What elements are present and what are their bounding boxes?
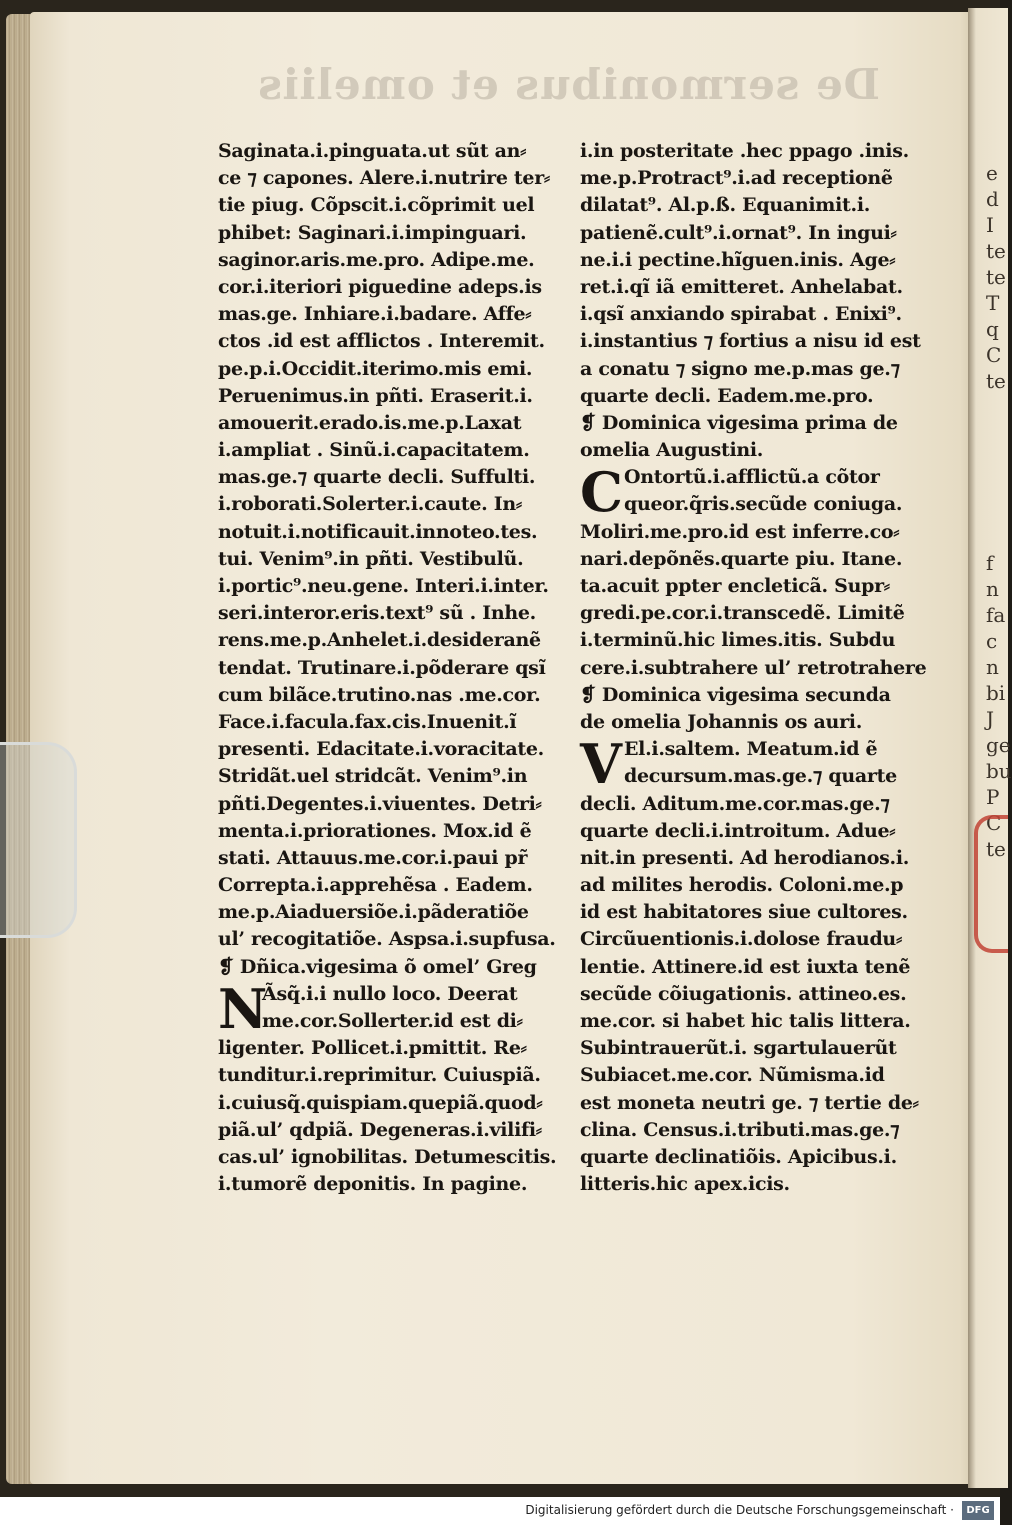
text-line: T	[986, 291, 1000, 315]
dfg-logo: DFG	[962, 1501, 994, 1520]
text-line: presenti. Edacitate.i.voracitate.	[218, 738, 544, 761]
text-line: tendat. Trutinare.i.põderare qsĩ	[218, 656, 546, 679]
text-line: me.p.Aiaduersiõe.i.pãderatiõe	[218, 901, 529, 924]
text-line: te	[986, 369, 1006, 393]
text-line: J	[986, 707, 995, 731]
text-line: El.i.saltem. Meatum.id ẽ	[624, 738, 878, 761]
right-text-column	[580, 138, 927, 1198]
text-line: Circũuentionis.i.dolose fraudu⸗	[580, 928, 902, 951]
text-line: omelia Augustini.	[580, 439, 764, 462]
text-line: i.ampliat . Sinũ.i.capacitatem.	[218, 439, 530, 462]
text-line: seri.interor.eris.text⁹ sũ . Inhe.	[218, 602, 536, 625]
digitization-footer	[0, 1497, 1000, 1525]
text-line: c	[986, 629, 998, 653]
text-line: clina. Census.i.tributi.mas.ge.⁊	[580, 1118, 900, 1141]
text-line	[986, 498, 1006, 524]
text-line: cas.ul’ ignobilitas. Detumescitis.	[218, 1145, 557, 1168]
bleed-through-header: De sermonibus et omeliis	[257, 60, 880, 109]
text-line: Peruenimus.in pñti. Eraserit.i.	[218, 384, 533, 407]
text-line: ta.acuit ppter encleticã. Supr⸗	[580, 575, 890, 597]
text-line: cere.i.subtrahere ul’ retrotrahere	[580, 656, 927, 679]
text-line: ne.i.i pectine.hĩguen.inis. Age⸗	[580, 248, 896, 271]
funding-credit: Digitalisierung gefördert durch die Deutsche Forschungsgemeinschaft ·	[525, 1503, 954, 1517]
decorated-initial-c: C	[580, 460, 623, 525]
text-line: nari.depõnẽs.quarte piu. Itane.	[580, 547, 903, 570]
right-initial-block-1	[580, 460, 920, 525]
right-initial-block-2	[580, 732, 920, 797]
text-line: dilatat⁹. Al.p.ß. Equanimit.i.	[580, 194, 871, 217]
text-line: i.roborati.Solerter.i.caute. In⸗	[218, 493, 522, 516]
text-line: te	[986, 837, 1006, 861]
text-line: queor.q̃ris.secũde coniuga.	[624, 493, 903, 516]
text-line: quarte decli. Eadem.me.pro.	[580, 384, 874, 407]
text-line: f	[986, 551, 994, 575]
right-column-lines-beside-initial-2	[580, 732, 920, 797]
text-line: q	[986, 317, 999, 341]
text-line: Stridãt.uel stridcãt. Venim⁹.in	[218, 765, 528, 788]
text-line: phibet: Saginari.i.impinguari.	[218, 221, 527, 244]
text-line: i.instantius ⁊ fortius a nisu id est	[580, 330, 921, 353]
right-column-lines-3	[580, 791, 920, 1199]
facing-page-rubric	[974, 815, 1008, 953]
text-line: piã.ul’ qdpiã. Degeneras.i.vilifi⸗	[218, 1118, 542, 1141]
text-line: ❡ Dñica.vigesima õ omel’ Greg	[218, 955, 537, 978]
text-line: mas.ge. Inhiare.i.badare. Affe⸗	[218, 303, 532, 326]
text-line: bi	[986, 681, 1006, 705]
text-line: ge	[986, 733, 1011, 757]
text-line: ctos .id est afflictos . Interemit.	[218, 330, 545, 353]
text-line: ligenter. Pollicet.i.pmittit. Re⸗	[218, 1037, 527, 1060]
text-line: ul’ recogitatiõe. Aspsa.i.supfusa.	[218, 928, 556, 951]
text-line: de omelia Johannis os auri.	[580, 710, 863, 733]
left-text-column	[218, 138, 558, 1198]
text-line: i.portic⁹.neu.gene. Interi.i.inter.	[218, 575, 549, 597]
text-line: Ãsq̃.i.i nullo loco. Deerat	[262, 982, 518, 1005]
text-line: ret.i.qĩ iã emitteret. Anhelabat.	[580, 275, 903, 298]
text-line: Face.i.facula.fax.cis.Inuenit.ĩ	[218, 710, 517, 733]
text-line: nit.in presenti. Ad herodianos.i.	[580, 846, 910, 869]
text-line: quarte declinatiõis. Apicibus.i.	[580, 1145, 897, 1168]
text-line: decli. Aditum.me.cor.mas.ge.⁊	[580, 792, 890, 815]
decorated-initial-v: V	[580, 732, 622, 797]
text-line: Subiacet.me.cor. Nũmisma.id	[580, 1064, 885, 1087]
text-line: me.cor. si habet hic talis littera.	[580, 1010, 911, 1032]
text-line: tui. Venim⁹.in pñti. Vestibulũ.	[218, 547, 524, 570]
text-line: amouerit.erado.is.me.p.Laxat	[218, 411, 522, 434]
text-line	[986, 394, 1006, 420]
text-line: menta.i.priorationes. Mox.id ẽ	[218, 819, 532, 842]
text-line: fa	[986, 603, 1006, 627]
text-line: P	[986, 785, 1000, 809]
text-line	[986, 446, 1006, 472]
text-line: pñti.Degentes.i.viuentes. Detri⸗	[218, 792, 542, 815]
text-line: Moliri.me.pro.id est inferre.co⸗	[580, 520, 900, 543]
text-line: te	[986, 265, 1006, 289]
text-line: d	[986, 187, 999, 211]
text-line: cor.i.iteriori piguedine adeps.is	[218, 275, 542, 298]
text-line: bu	[986, 759, 1012, 783]
text-line: ad milites herodis. Coloni.me.p	[580, 874, 904, 897]
text-line: me.p.Protract⁹.i.ad receptionẽ	[580, 167, 893, 190]
facing-page-text	[986, 160, 1012, 862]
text-line: saginor.aris.me.pro. Adipe.me.	[218, 248, 535, 271]
text-line: mas.ge.⁊ quarte decli. Suffulti.	[218, 466, 536, 489]
text-line: est moneta neutri ge. ⁊ tertie de⸗	[580, 1091, 919, 1114]
text-line: n	[986, 655, 999, 679]
text-line: ❡ Dominica vigesima secunda	[580, 683, 891, 706]
right-column-lines-beside-initial-1	[580, 460, 920, 525]
bookmark-clip	[0, 742, 77, 938]
left-column-lines	[218, 138, 558, 981]
text-line: rens.me.p.Anhelet.i.desideranẽ	[218, 629, 541, 652]
text-line: lentie. Attinere.id est iuxta tenẽ	[580, 955, 911, 978]
text-line: notuit.i.notificauit.innoteo.tes.	[218, 520, 538, 543]
text-line: C	[986, 811, 1002, 835]
text-line: cum bilãce.trutino.nas .me.cor.	[218, 683, 541, 706]
text-line: e	[986, 161, 998, 185]
decorated-initial-n: N	[218, 976, 268, 1041]
text-line: stati. Attauus.me.cor.i.paui pr̃	[218, 846, 528, 869]
text-line: Subintrauerũt.i. sgartulauerũt	[580, 1037, 897, 1060]
text-line: id est habitatores siue cultores.	[580, 901, 908, 924]
right-column-lines-2	[580, 519, 927, 737]
text-line	[986, 472, 1006, 498]
text-line: a conatu ⁊ signo me.p.mas ge.⁊	[580, 357, 900, 380]
text-line: patienẽ.cult⁹.i.ornat⁹. In ingui⸗	[580, 221, 897, 244]
text-line: Ontortũ.i.afflictũ.a cõtor	[624, 466, 880, 489]
text-line: i.tumorẽ deponitis. In pagine.	[218, 1173, 528, 1196]
text-line: tie piug. Cõpscit.i.cõprimit uel	[218, 194, 535, 217]
right-column-lines	[580, 138, 920, 464]
text-line: C	[986, 343, 1002, 367]
text-line	[986, 524, 1006, 550]
text-line: litteris.hic apex.icis.	[580, 1173, 790, 1196]
text-line	[986, 420, 1006, 446]
text-line: tunditur.i.reprimitur. Cuiuspiã.	[218, 1064, 541, 1087]
text-line: me.cor.Sollerter.id est di⸗	[262, 1010, 523, 1032]
text-line: decursum.mas.ge.⁊ quarte	[624, 765, 897, 788]
left-column-lines-after-initial	[218, 976, 558, 1199]
text-line: secũde cõiugationis. attineo.es.	[580, 982, 907, 1005]
text-line: n	[986, 577, 999, 601]
text-line: i.qsĩ anxiando spirabat . Enixi⁹.	[580, 303, 902, 326]
text-line: I	[986, 213, 994, 237]
text-line: Correpta.i.apprehẽsa . Eadem.	[218, 874, 533, 897]
text-line: ce ⁊ capones. Alere.i.nutrire ter⸗	[218, 167, 550, 190]
text-line: i.cuiusq̃.quispiam.quepiã.quod⸗	[218, 1091, 543, 1114]
text-line: te	[986, 239, 1006, 263]
text-line: Saginata.i.pinguata.ut sũt an⸗	[218, 140, 527, 162]
text-line: i.terminũ.hic limes.itis. Subdu	[580, 629, 896, 652]
text-line: quarte decli.i.introitum. Adue⸗	[580, 819, 896, 842]
text-line: ❡ Dominica vigesima prima de	[580, 411, 898, 434]
text-line: pe.p.i.Occidit.iterimo.mis emi.	[218, 357, 533, 380]
text-line: i.in posteritate .hec ppago .inis.	[580, 140, 909, 162]
left-initial-block	[218, 976, 558, 1199]
text-line: gredi.pe.cor.i.transcedẽ. Limitẽ	[580, 602, 905, 625]
